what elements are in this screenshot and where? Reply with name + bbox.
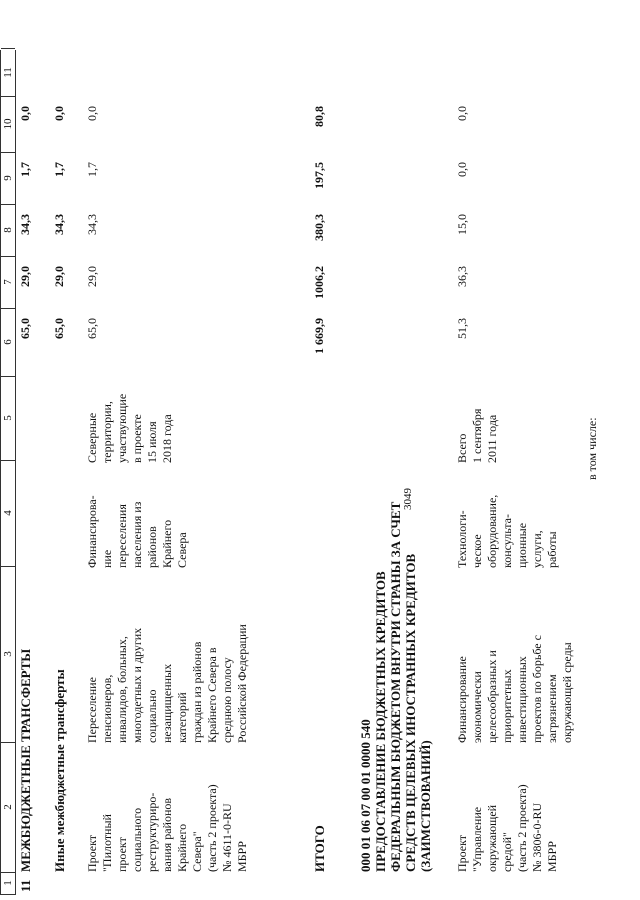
project-2-including-label: в том числе: bbox=[585, 417, 599, 480]
project-1-territory: Северные территории, участвующие в проекте 15 июля 2018 года bbox=[85, 393, 174, 463]
project-2-col8: 15,0 bbox=[455, 214, 469, 235]
section-title: ПРЕДОСТАВЛЕНИЕ БЮДЖЕТНЫХ КРЕДИТОВ ФЕДЕРАЛЬНЫМ БЮДЖЕТОМ ВНУТРИ СТРАНЫ ЗА СЧЕТ СРЕДСТВ ЦЕЛЕВЫХ ИНОСТРАННЫХ КРЕДИТОВ (ЗАИМСТВОВАНИЙ) bbox=[373, 501, 433, 872]
section-11-title: МЕЖБЮДЖЕТНЫЕ ТРАНСФЕРТЫ bbox=[18, 648, 33, 872]
project-2-period: Всего 1 сентября 2011 года bbox=[455, 408, 499, 463]
col-header-6: 6 bbox=[1, 308, 15, 377]
column-number-header bbox=[0, 50, 16, 895]
section-11-col6: 65,0 bbox=[18, 318, 32, 339]
total-col7: 1006,2 bbox=[312, 266, 326, 299]
project-2-expense-type: Технологи- ческое оборудование, консульта- ционные услуги, работы bbox=[455, 494, 559, 568]
subsection-col6: 65,0 bbox=[52, 318, 66, 339]
total-col6: 1 669,9 bbox=[312, 318, 326, 354]
project-2-col10: 0,0 bbox=[455, 106, 469, 121]
total-col9: 197,5 bbox=[312, 162, 326, 189]
project-2-col7: 36,3 bbox=[455, 266, 469, 287]
col-header-5: 5 bbox=[1, 376, 15, 461]
project-2-col6: 51,3 bbox=[455, 318, 469, 339]
subsection-title: Иные межбюджетные трансферты bbox=[52, 669, 67, 872]
section-11-col8: 34,3 bbox=[18, 214, 32, 235]
project-1-col7: 29,0 bbox=[85, 266, 99, 287]
col-header-10: 10 bbox=[1, 96, 15, 153]
total-col8: 380,3 bbox=[312, 214, 326, 241]
subsection-col8: 34,3 bbox=[52, 214, 66, 235]
section-11-col9: 1,7 bbox=[18, 162, 32, 177]
section-11-col7: 29,0 bbox=[18, 266, 32, 287]
section-11-col10: 0,0 bbox=[18, 106, 32, 121]
col-header-11: 11 bbox=[1, 48, 15, 97]
project-1-financing: Финансирова- ние переселения населения из районов Крайнего Севера bbox=[85, 495, 189, 568]
section-11-number: 11 bbox=[18, 879, 33, 892]
project-1-name: Проект "Пилотный проект социального реструктуриро- вания районов Крайнего Севера" (часть 2 проекта) № 4611-0-RU МБРР bbox=[85, 784, 249, 872]
project-1-purpose: Переселение пенсионеров, инвалидов, больных, многодетных и других социально незащищенных категорий граждан из районов Крайнего Севера в среднюю полосу Российской Федерации bbox=[85, 624, 249, 743]
project-1-col9: 1,7 bbox=[85, 162, 99, 177]
project-2-col9: 0,0 bbox=[455, 162, 469, 177]
subsection-col10: 0,0 bbox=[52, 106, 66, 121]
col-header-9: 9 bbox=[1, 152, 15, 205]
subsection-col9: 1,7 bbox=[52, 162, 66, 177]
col-header-3: 3 bbox=[1, 566, 15, 743]
section-code: 000 01 06 07 00 01 0000 540 bbox=[358, 719, 373, 872]
project-1-col8: 34,3 bbox=[85, 214, 99, 235]
project-1-col10: 0,0 bbox=[85, 106, 99, 121]
col-header-8: 8 bbox=[1, 204, 15, 257]
total-label: ИТОГО bbox=[312, 825, 327, 872]
page-number: 3049 bbox=[402, 488, 414, 510]
col-header-1: 1 bbox=[1, 872, 15, 895]
total-col10: 80,8 bbox=[312, 106, 326, 127]
col-header-2: 2 bbox=[1, 742, 15, 873]
col-header-4: 4 bbox=[1, 460, 15, 567]
subsection-col7: 29,0 bbox=[52, 266, 66, 287]
project-1-col6: 65,0 bbox=[85, 318, 99, 339]
col-header-7: 7 bbox=[1, 256, 15, 309]
project-2-purpose: Финансирование экономически целесообразных и приоритетных инвестиционных проектов по борьбе с загрязнением окружающей среды bbox=[455, 635, 574, 743]
project-2-name: Проект "Управление окружающей средой" (часть 2 проекта) № 3806-0-RU МБРР bbox=[455, 784, 559, 872]
